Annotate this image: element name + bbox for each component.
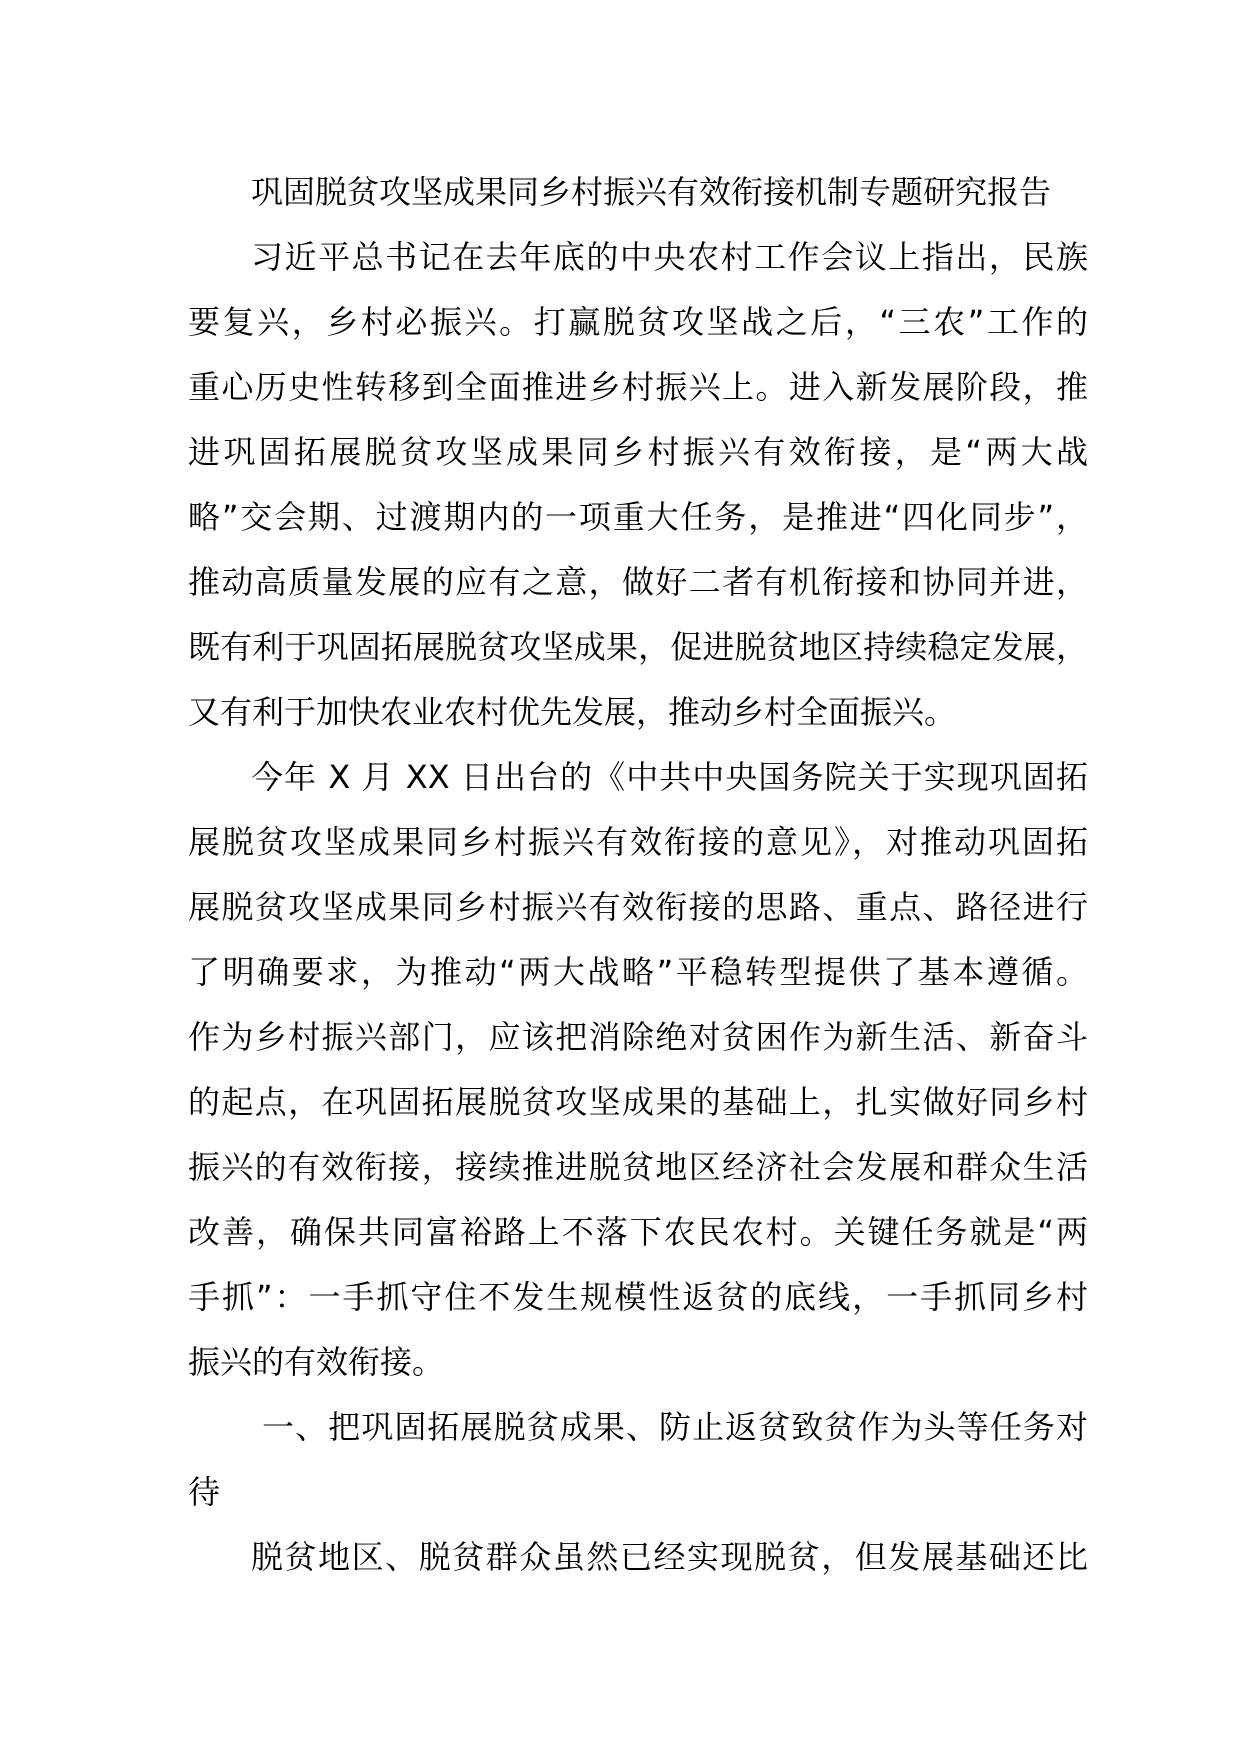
paragraph-line: 了明确要求，为推动“两大战略”平稳转型提供了基本遵循。 (188, 953, 1088, 991)
paragraph-line: 改善，确保共同富裕路上不落下农民农村。关键任务就是“两 (188, 1213, 1088, 1251)
paragraph-line: 进巩固拓展脱贫攻坚成果同乡村振兴有效衔接，是“两大战 (188, 433, 1088, 471)
paragraph-line: 展脱贫攻坚成果同乡村振兴有效衔接的意见》，对推动巩固拓 (188, 823, 1088, 861)
paragraph-line: 今年 X 月 XX 日出台的《中共中央国务院关于实现巩固拓 (251, 758, 1088, 796)
paragraph-line: 振兴的有效衔接。 (188, 1343, 445, 1381)
paragraph-line: 重心历史性转移到全面推进乡村振兴上。进入新发展阶段，推 (188, 368, 1088, 406)
paragraph-line: 手抓”：一手抓守住不发生规模性返贫的底线，一手抓同乡村 (188, 1278, 1088, 1316)
paragraph-1 (188, 225, 1088, 745)
paragraph-line: 作为乡村振兴部门，应该把消除绝对贫困作为新生活、新奋斗 (188, 1018, 1088, 1056)
paragraph-3 (188, 1525, 1088, 1590)
document-body (188, 160, 1088, 1590)
document-title: 巩固脱贫攻坚成果同乡村振兴有效衔接机制专题研究报告 (251, 173, 1052, 211)
paragraph-line: 振兴的有效衔接，接续推进脱贫地区经济社会发展和群众生活 (188, 1148, 1088, 1186)
paragraph-line: 推动高质量发展的应有之意，做好二者有机衔接和协同并进， (188, 563, 1088, 601)
section-heading-1 (188, 1395, 1088, 1525)
heading-line: 一、把巩固拓展脱贫成果、防止返贫致贫作为头等任务对 (262, 1408, 1088, 1446)
paragraph-line: 习近平总书记在去年底的中央农村工作会议上指出，民族 (251, 238, 1088, 276)
paragraph-line: 脱贫地区、脱贫群众虽然已经实现脱贫，但发展基础还比 (251, 1538, 1088, 1576)
paragraph-line: 的起点，在巩固拓展脱贫攻坚成果的基础上，扎实做好同乡村 (188, 1083, 1088, 1121)
paragraph-2 (188, 745, 1088, 1395)
paragraph-line: 展脱贫攻坚成果同乡村振兴有效衔接的思路、重点、路径进行 (188, 888, 1088, 926)
paragraph-line: 略”交会期、过渡期内的一项重大任务，是推进“四化同步”， (188, 498, 1088, 536)
paragraph-line: 既有利于巩固拓展脱贫攻坚成果，促进脱贫地区持续稳定发展， (188, 628, 1088, 666)
heading-line: 待 (188, 1473, 221, 1511)
paragraph-line: 要复兴，乡村必振兴。打赢脱贫攻坚战之后，“三农”工作的 (188, 303, 1088, 341)
paragraph-line: 又有利于加快农业农村优先发展，推动乡村全面振兴。 (188, 693, 957, 731)
